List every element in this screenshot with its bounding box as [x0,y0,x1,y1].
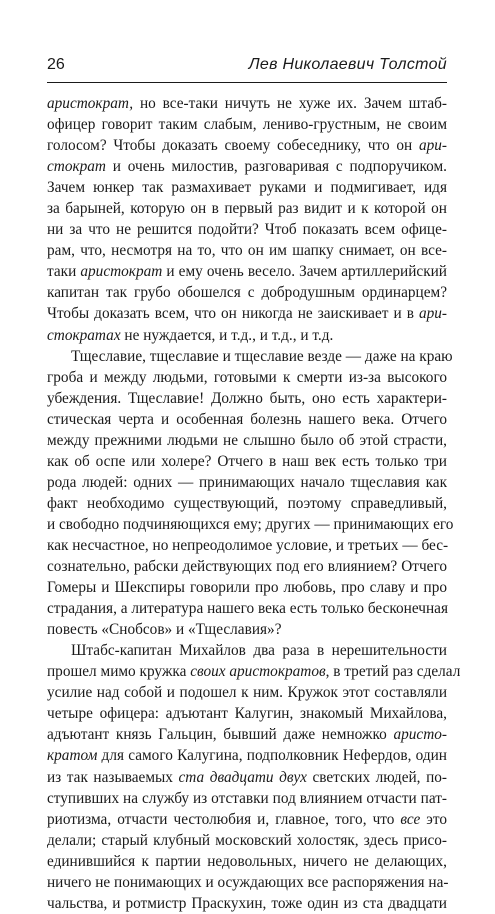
text-line [47,198,447,219]
text-line [47,93,447,114]
text-line [47,303,447,324]
text-segment: Чтобы доказать всем, что он никогда не заискивает и в [47,305,419,323]
text-segment: факт необходимо существующий, поэтому справедливый, [47,494,447,512]
text-line [47,872,447,893]
italic-segment: стократах [47,326,121,344]
text-line [47,409,447,430]
text-segment: но все-таки ничуть не хуже их. Зачем штаб- [133,95,447,112]
italic-segment: ста двадцати двух [178,768,307,786]
text-line [47,282,447,303]
text-line [47,577,447,598]
text-segment: Штабс-капитан Михайлов два раза в нерешительности [71,642,447,660]
text-line [47,114,447,135]
text-line [47,493,447,514]
text-line [47,703,447,724]
text-segment: единившийся к партии недовольных, ничего не делающих, [47,852,447,870]
text-line [47,472,447,493]
text-segment: Тщеславие, тщеславие и тщеславие везде — даже на краю [71,347,453,365]
text-line [47,851,447,872]
text-segment: страдания, а литература нашего века есть только бесконечная [47,600,448,618]
text-line [47,893,447,914]
text-line [47,724,447,745]
text-segment: адъютант князь Гальцин, бывший даже немножко [47,726,394,744]
text-segment: убеждения. Тщеславие! Должно быть, оно есть характери- [47,389,447,407]
text-line [47,367,447,388]
text-line [47,682,447,703]
text-segment: как несчастное, но непреодолимое условие, и третьих — бес- [47,536,449,554]
text-segment: Зачем юнкер так размахивает руками и подмигивает, идя [47,179,447,197]
text-segment: рам, что, несмотря на то, что он им шапку снимает, он все- [47,242,447,260]
text-segment: риотизма, отчасти честолюбия и, главное, того, что [47,810,401,828]
text-segment: для самого Калугина, подполковник Нефердов, один [97,747,447,765]
text-segment: голосом? Чтобы доказать своему собеседнику, что он [47,137,419,155]
text-line [47,240,447,261]
text-line [47,640,447,661]
text-segment: это [420,810,447,828]
italic-segment: аристо- [393,726,447,744]
body-text [47,93,461,914]
text-line [47,598,447,619]
text-segment: ни за что не решится подойти? Чтоб показать всем офице- [47,221,447,239]
text-segment: из так называемых [47,768,179,786]
page-number: 26 [47,56,65,73]
text-segment: , в третий раз сделал [325,663,461,681]
text-segment: за барыней, которую он в первый раз видит и к которой он [47,200,447,218]
italic-segment: своих аристократов [190,663,326,681]
text-line [47,661,461,682]
text-segment: ступивших на службу из отставки под влиянием отчасти пат- [47,789,447,807]
text-segment: офицер говорит таким слабым, лениво-грустным, не своим [47,116,447,134]
text-segment: чальства, и ротмистр Праскухин, тоже один из ста двадцати [47,894,447,912]
italic-segment: аристократ [80,263,163,281]
text-segment: и ему очень весело. Зачем артиллерийский [162,263,447,281]
page-header [47,56,447,78]
text-segment: и свободно подчиняющихся ему; других — принимающих его [47,515,454,533]
text-line [47,788,447,809]
text-segment: повесть «Снобсов» и «Тщеславия»? [47,621,282,639]
text-line [47,261,447,282]
text-segment: гроба и между людьми, готовыми к смерти из-за высокого [47,368,447,386]
text-segment: сознательно, рабски действующих под его влиянием? Отчего [47,558,447,576]
text-line [47,809,447,830]
text-line [47,556,447,577]
text-line [47,430,447,451]
text-line [47,830,447,851]
text-segment: между прежними людьми не слышно было об этой страсти, [47,431,447,449]
italic-segment: стократ [47,158,106,176]
text-line [47,535,447,556]
text-line [47,156,447,177]
text-segment: делали; старый клубный московский холостяк, здесь присо- [47,831,447,849]
text-segment: рода людей: одних — принимающих начало тщеславия как [47,473,447,491]
text-segment: как об оспе или холере? Отчего в наш век есть только три [47,452,447,470]
text-segment: не нуждается, и т.д., и т.д., и т.д. [120,326,334,344]
text-segment: светских людей, по- [306,768,447,786]
text-line [47,388,447,409]
text-line [47,177,447,198]
text-segment: ничего не понимающих и осуждающих все распоряжения на- [47,873,449,891]
text-line [47,451,447,472]
text-segment: четыре офицера: адъютант Калугин, знакомый Михайлова, [47,705,447,723]
text-segment: таки [47,263,81,281]
italic-segment: аристократ, [47,95,134,112]
text-line [47,619,447,640]
text-segment: Гомеры и Шекспиры говорили про любовь, про славу и про [47,579,447,597]
text-segment: стическая черта и особенная болезнь нашего века. Отчего [47,410,447,428]
text-segment: и очень милостив, разговаривая с подпоручиком. [105,158,447,176]
italic-segment: кратом [47,747,98,765]
italic-segment: все [400,810,421,828]
italic-segment: ари- [418,305,447,323]
text-segment: прошел мимо кружка [47,663,191,681]
text-line [47,325,447,346]
header-rule [47,82,447,83]
running-head: Лев Николаевич Толстой [248,56,447,73]
text-line [47,767,447,788]
italic-segment: ари- [418,137,447,155]
text-line [47,745,447,766]
text-line [47,514,454,535]
text-line [47,135,447,156]
text-segment: капитан так грубо обошелся с добродушным ординарцем? [47,284,447,302]
text-line [47,219,447,240]
text-line [47,346,453,367]
text-segment: усилие над собой и подошел к ним. Кружок этот составляли [47,684,447,702]
